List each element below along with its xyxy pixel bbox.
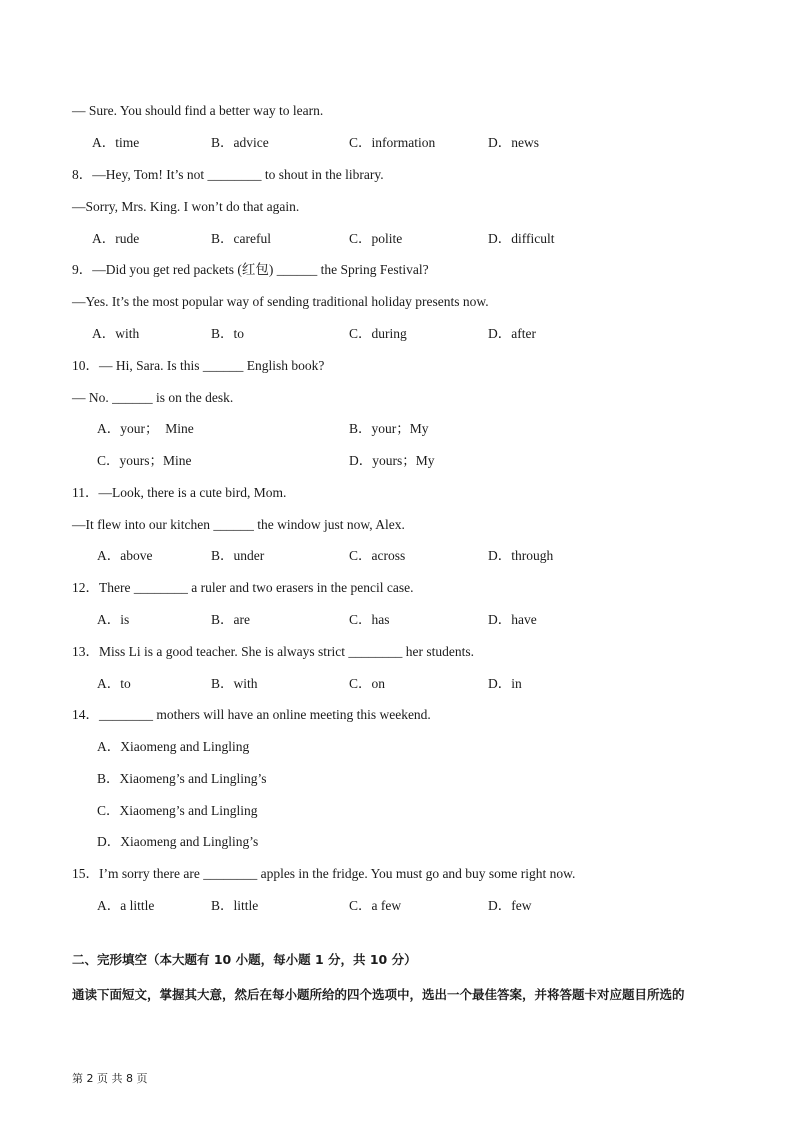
option-d: D．news <box>488 135 539 150</box>
question-11-response: —It flew into our kitchen ______ the window just now, Alex. <box>72 517 405 532</box>
question-8-options <box>0 230 793 248</box>
page-number-footer: 第 2 页 共 8 页 <box>72 1072 148 1085</box>
question-10-stem: 10．— Hi, Sara. Is this ______ English book? <box>72 358 325 373</box>
option-c: C．information <box>349 135 436 150</box>
option-a: A．to <box>97 676 131 691</box>
question-12-options <box>0 611 793 629</box>
option-c: C．a few <box>349 898 402 913</box>
question-7-response: — Sure. You should find a better way to learn. <box>72 103 324 118</box>
option-d: D．through <box>488 548 554 563</box>
option-d: D．after <box>488 326 536 341</box>
option-b: B．careful <box>211 231 271 246</box>
option-d: D．have <box>488 612 537 627</box>
option-a: A．Xiaomeng and Lingling <box>97 739 250 754</box>
question-9-options <box>0 325 793 343</box>
option-c: C．polite <box>349 231 403 246</box>
option-c: C．yours；Mine <box>97 453 192 468</box>
question-12-stem: 12．There ________ a ruler and two erasers in the pencil case. <box>72 580 414 595</box>
option-a: A．your； Mine <box>97 421 194 436</box>
option-a: A．with <box>92 326 140 341</box>
option-a: A．a little <box>97 898 155 913</box>
option-d: D．few <box>488 898 532 913</box>
question-8-stem: 8．—Hey, Tom! It’s not ________ to shout in the library. <box>72 167 384 182</box>
option-b: B．your；My <box>349 421 429 436</box>
question-13-stem: 13．Miss Li is a good teacher. She is always strict ________ her students. <box>72 644 474 659</box>
option-a: A．above <box>97 548 153 563</box>
option-b: B．advice <box>211 135 269 150</box>
option-b: B．are <box>211 612 250 627</box>
option-b: B．to <box>211 326 245 341</box>
option-b: B．little <box>211 898 259 913</box>
question-15-stem: 15．I’m sorry there are ________ apples in the fridge. You must go and buy some right now. <box>72 866 576 881</box>
section-heading: 二、完形填空（本大题有 10 小题，每小题 1 分，共 10 分） <box>72 952 417 967</box>
question-10-options-row-1 <box>0 420 793 438</box>
question-8-response: —Sorry, Mrs. King. I won’t do that again. <box>72 199 300 214</box>
question-15-options <box>0 897 793 915</box>
option-c: C．across <box>349 548 406 563</box>
question-7-options <box>0 134 793 152</box>
option-b: B．with <box>211 676 258 691</box>
option-c: C．during <box>349 326 407 341</box>
option-c: C．on <box>349 676 386 691</box>
option-c: C．Xiaomeng’s and Lingling <box>97 803 258 818</box>
question-10-response: — No. ______ is on the desk. <box>72 390 234 405</box>
option-c: C．has <box>349 612 390 627</box>
question-11-options <box>0 547 793 565</box>
question-9-stem: 9．—Did you get red packets (红包) ______ the Spring Festival? <box>72 262 429 277</box>
option-a: A．rude <box>92 231 140 246</box>
option-d: D．in <box>488 676 522 691</box>
question-14-stem: 14．________ mothers will have an online meeting this weekend. <box>72 707 431 722</box>
option-a: A．is <box>97 612 130 627</box>
option-a: A．time <box>92 135 140 150</box>
option-b: B．under <box>211 548 265 563</box>
option-d: D．difficult <box>488 231 555 246</box>
question-11-stem: 11．—Look, there is a cute bird, Mom. <box>72 485 287 500</box>
question-9-response: —Yes. It’s the most popular way of sending traditional holiday presents now. <box>72 294 489 309</box>
option-b: B．Xiaomeng’s and Lingling’s <box>97 771 267 786</box>
question-10-options-row-2 <box>0 452 793 470</box>
section-instruction: 通读下面短文，掌握其大意，然后在每小题所给的四个选项中，选出一个最佳答案，并将答题卡对应题目所选的 <box>72 987 685 1002</box>
option-d: D．Xiaomeng and Lingling’s <box>97 834 259 849</box>
option-d: D．yours；My <box>349 453 435 468</box>
question-13-options <box>0 675 793 693</box>
